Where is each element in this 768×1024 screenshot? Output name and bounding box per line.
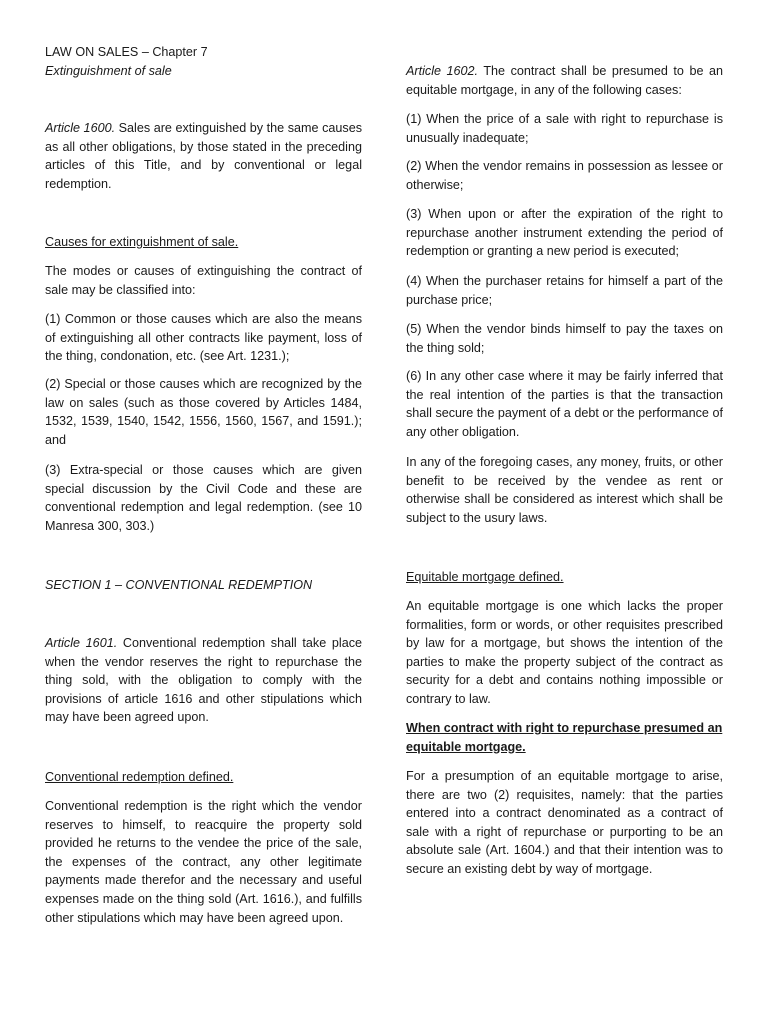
article-1602-text: The contract shall be presumed to be an equitable mortgage, in any of the following cases: — [406, 64, 723, 97]
article-1602 — [406, 62, 723, 99]
equitable-mortgage-heading: Equitable mortgage defined. — [406, 570, 564, 584]
causes-item-3: (3) Extra-special or those causes which are given special discussion by the Civil Code and these are conventional redemption and legal redemption. (see 10 Manresa 300, 303.) — [45, 463, 362, 533]
case-item-4: (4) When the purchaser retains for himself a part of the purchase price; — [406, 274, 723, 307]
conventional-redemption-heading: Conventional redemption defined. — [45, 770, 234, 784]
causes-intro: The modes or causes of extinguishing the contract of sale may be classified into: — [45, 264, 362, 297]
case-item-1: (1) When the price of a sale with right to repurchase is unusually inadequate; — [406, 112, 723, 145]
article-1601-text: Conventional redemption shall take place when the vendor reserves the right to repurchase the thing sold, with the obligation to comply with the provisions of article 1616 and other stipulations which may have been agreed upon. — [45, 636, 363, 725]
article-1600 — [45, 119, 362, 193]
chapter-title: LAW ON SALES – Chapter 7 — [45, 45, 208, 59]
presumed-mortgage-text: For a presumption of an equitable mortgage to arise, there are two (2) requisites, namely: that the parties entered into a contract denominated as a contract of sale with a right of repurchase or purporting to be an absolute sale (Art. 1604.) and that their intention was to secure an existing debt by way of mortgage. — [406, 769, 723, 876]
presumed-mortgage-heading: When contract with right to repurchase presumed an equitable mortgage. — [406, 721, 723, 754]
article-1602-label: Article 1602. — [406, 64, 479, 78]
conventional-redemption-text: Conventional redemption is the right which the vendor reserves to himself, to reacquire the property sold provided he returns to the vendee the price of the sale, the expenses of the contract, any other legitimate payments made therefor and the necessary and useful expenses made on the thing sold (Art. 1616.), and fulfills other stipulations which may have been agreed upon. — [45, 799, 362, 925]
equitable-mortgage-text: An equitable mortgage is one which lacks the proper formalities, form or words, or other requisites prescribed by law for a mortgage, but shows the intention of the parties to make the property subject of the contract as security for a debt and contains nothing impossible or contrary to law. — [406, 599, 723, 706]
causes-heading: Causes for extinguishment of sale. — [45, 235, 239, 249]
cases-note: In any of the foregoing cases, any money, fruits, or other benefit to be received by the vendee as rent or otherwise shall be considered as interest which shall be subject to the usury laws. — [406, 455, 723, 525]
article-1600-text: Sales are extinguished by the same causes as all other obligations, by those stated in the preceding articles of this Title, and by conventional or legal redemption. — [45, 121, 362, 191]
article-1600-label: Article 1600. — [45, 121, 116, 135]
causes-item-1: (1) Common or those causes which are also the means of extinguishing all other contracts like payment, loss of the thing, condonation, etc. (see Art. 1231.); — [45, 312, 362, 364]
chapter-subtitle: Extinguishment of sale — [45, 64, 172, 78]
case-item-6: (6) In any other case where it may be fairly inferred that the real intention of the parties is that the transaction shall secure the payment of a debt or the performance of any other obligation. — [406, 369, 723, 439]
section-heading: SECTION 1 – CONVENTIONAL REDEMPTION — [45, 578, 313, 592]
causes-item-2: (2) Special or those causes which are recognized by the law on sales (such as those covered by Articles 1484, 1532, 1539, 1540, 1542, 1556, 1560, 1567, and 1591.); and — [45, 377, 362, 447]
case-item-5: (5) When the vendor binds himself to pay the taxes on the thing sold; — [406, 322, 723, 355]
case-item-2: (2) When the vendor remains in possession as lessee or otherwise; — [406, 159, 723, 192]
case-item-3: (3) When upon or after the expiration of the right to repurchase another instrument extending the period of redemption or granting a new period is executed; — [406, 207, 723, 259]
article-1601-label: Article 1601. — [45, 636, 118, 650]
article-1601 — [45, 634, 362, 727]
